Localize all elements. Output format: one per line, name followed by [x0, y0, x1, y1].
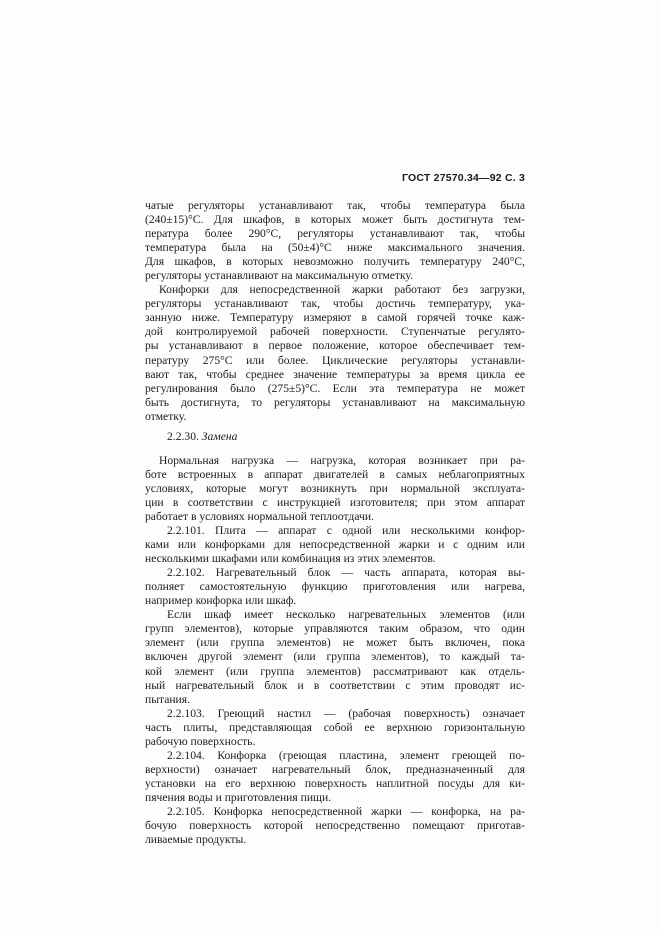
paragraph-2-2-101	[145, 524, 525, 566]
text-line: 2.2.103. Греющий настил — (рабочая поверхность) означает	[167, 706, 525, 720]
paragraph-2-2-104	[145, 749, 525, 805]
paragraph-normal-load	[145, 454, 525, 524]
paragraph-2-2-102	[145, 566, 525, 608]
paragraph-2-2-103	[145, 707, 525, 749]
paragraph-multiple-elements	[145, 608, 525, 706]
text-line: регулирования было (275±5)°С. Если эта температура не может	[145, 381, 525, 395]
text-line: вают так, чтобы среднее значение температуры за время цикла ее	[145, 367, 525, 381]
text-line: 2.2.101. Плита — аппарат с одной или несколькими конфор-	[167, 524, 525, 538]
text-line: рабочую поверхность.	[145, 734, 256, 748]
text-line: ный нагревательный блок и в соответствии с этим проводят ис-	[145, 678, 525, 692]
text-line: несколькими шкафами или комбинация из этих элементов.	[145, 552, 436, 566]
text-line: (240±15)°С. Для шкафов, в которых может быть достигнута тем-	[145, 213, 525, 227]
text-line: чатые регуляторы устанавливают так, чтобы температура была	[145, 199, 525, 212]
text-line: боте встроенных в аппарат двигателей в самых неблагоприятных	[145, 467, 525, 481]
text-line: отметку.	[145, 409, 187, 423]
text-line: дой контролируемой рабочей поверхности. Ступенчатые регулято-	[145, 325, 525, 339]
text-line: ры устанавливают в первое положение, которое обеспечивает тем-	[145, 339, 525, 353]
text-line: ками или конфорками для непосредственной жарки и с одним или	[145, 538, 525, 552]
document-body	[145, 199, 525, 847]
text-line: полняет самостоятельную функцию приготовления или нагрева,	[145, 580, 525, 594]
text-line: быть достигнута, то регуляторы устанавливают на максимальную	[145, 395, 525, 409]
paragraph-continuation	[145, 199, 525, 283]
text-line: условиях, которые могут возникнуть при нормальной эксплуата-	[145, 481, 525, 495]
text-line: элемент (или группа элементов) не может быть включен, пока	[145, 636, 525, 650]
text-line: групп элементов), которые управляются таким образом, что один	[145, 622, 525, 636]
text-line: Для шкафов, в которых невозможно получить температуру 240°С,	[145, 255, 525, 269]
text-line: установки на его верхнюю поверхность наплитной посуды для ки-	[145, 776, 525, 790]
text-line: бочую поверхность которой непосредственно помещают приготав-	[145, 819, 525, 833]
text-line: включен другой элемент (или группа элементов), то каждый та-	[145, 650, 525, 664]
text-line: часть плиты, представляющая собой ее верхнюю горизонтальную	[145, 720, 525, 734]
paragraph-burners-test	[145, 283, 525, 423]
text-line: пература более 290°С, регуляторы устанавливают так, чтобы	[145, 227, 525, 241]
text-line: например конфорка или шкаф.	[145, 594, 297, 608]
text-line: работает в условиях нормальной теплоотдачи.	[145, 509, 374, 523]
text-line: верхности) означает нагревательный блок, предназначенный для	[145, 762, 525, 776]
text-line: кой элемент (или группа элементов) рассматривают как отдель-	[145, 664, 525, 678]
text-line: пытания.	[145, 692, 190, 706]
text-line: регуляторы устанавливают на максимальную отметку.	[145, 269, 413, 283]
text-line: ции в соответствии с инструкцией изготовителя; при этом аппарат	[145, 495, 525, 509]
text-line: 2.2.105. Конфорка непосредственной жарки — конфорка, на ра-	[167, 804, 525, 818]
text-line: ливаемые продукты.	[145, 833, 247, 847]
text-line: Если шкаф имеет несколько нагревательных элементов (или	[167, 608, 525, 622]
text-line: пературу 275°С или более. Циклические регуляторы устанавли-	[145, 353, 525, 367]
section-heading	[145, 430, 525, 444]
text-line: Конфорки для непосредственной жарки работают без загрузки,	[159, 283, 525, 297]
section-title: Замена	[201, 429, 238, 443]
page-header: ГОСТ 27570.34—92 С. 3	[402, 172, 525, 184]
text-line: пячения воды и приготовления пищи.	[145, 790, 332, 804]
text-line: 2.2.104. Конфорка (греющая пластина, элемент греющей по-	[167, 748, 525, 762]
section-number: 2.2.30.	[167, 429, 199, 443]
text-line: занную ниже. Температуру измеряют в самой горячей точке каж-	[145, 311, 525, 325]
text-line: регуляторы устанавливают так, чтобы достичь температуру, ука-	[145, 297, 525, 311]
text-line: 2.2.102. Нагревательный блок — часть аппарата, которая вы-	[167, 566, 525, 580]
text-line: Нормальная нагрузка — нагрузка, которая возникает при ра-	[159, 453, 525, 467]
text-line: температура была на (50±4)°С ниже максимального значения.	[145, 241, 525, 255]
paragraph-2-2-105	[145, 805, 525, 847]
